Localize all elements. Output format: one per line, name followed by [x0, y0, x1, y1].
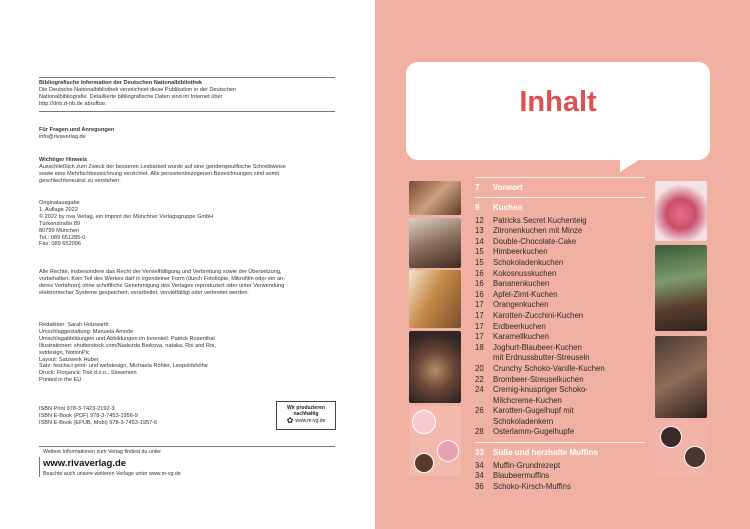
- photo-plate: [437, 440, 459, 462]
- edition-line: Fax: 089 652096: [39, 241, 81, 248]
- photo-plate: [412, 410, 436, 434]
- divider: [475, 177, 645, 178]
- toc-page-number: [475, 396, 493, 407]
- toc-page-number: 33: [475, 447, 484, 457]
- credit-line: Illustrationen: shutterstock.com/Nadezda Barkova, nataka, Roi and Roi,: [39, 342, 216, 349]
- toc-item[interactable]: [475, 247, 645, 258]
- toc-item[interactable]: [475, 269, 645, 280]
- isbn-line: ISBN E-Book (EPUB, Mobi) 978-3-7453-1957-6: [39, 419, 158, 426]
- toc-page-number: 15: [475, 247, 484, 257]
- photo-cake: [409, 181, 461, 215]
- toc-item-label: Blaubeermuffins: [493, 471, 550, 481]
- divider: [39, 111, 335, 112]
- divider: [475, 442, 645, 443]
- photo-plate: [684, 446, 706, 468]
- credit-line: Redaktion: Sarah Holzwarth: [39, 322, 109, 328]
- credit-line: Umschlagabbildungen und Abbildungen im Innenteil: Patrick Rosenthal: [39, 335, 215, 342]
- photo-cake: [409, 270, 461, 328]
- toc-item-label: Bananenkuchen: [493, 279, 550, 289]
- rights-line: vorbehalten. Kein Teil des Werkes darf in irgendeiner Form (durch Fotokopie, Mikrofilm oder ein an-: [39, 275, 286, 282]
- credit-line: Druck: Florjancic Tisk d.o.o., Slowenien: [39, 370, 137, 377]
- toc-item[interactable]: [475, 279, 645, 290]
- credit-line: Satz: fescha:t print- und webdesign, Michaela Röhler, Leopoldshöhe: [39, 363, 208, 370]
- toc-item-label: Brombeer-Streuselkuchen: [493, 374, 584, 384]
- toc-item[interactable]: [475, 461, 645, 472]
- edition-block: [39, 200, 213, 248]
- toc-item-label: Milchcreme-Kuchen: [493, 395, 562, 405]
- isbn-line: ISBN E-Book (PDF) 978-3-7453-1956-9: [39, 412, 138, 419]
- photo-plate: [660, 426, 682, 448]
- toc-item[interactable]: [475, 322, 645, 333]
- toc-item[interactable]: [475, 300, 645, 311]
- credit-line: Umschlaggestaltung: Manuela Amode: [39, 328, 134, 335]
- sustainability-badge: [276, 401, 336, 430]
- toc-item[interactable]: [475, 375, 645, 386]
- toc-item[interactable]: [475, 482, 645, 493]
- notice-heading: Wichtiger Hinweis: [39, 157, 88, 163]
- leaf-icon: ✿: [286, 416, 294, 425]
- toc-section[interactable]: [475, 444, 645, 461]
- credit-line: Printed in the EU: [39, 377, 82, 384]
- toc-page-number: 22: [475, 374, 484, 384]
- toc-item-label: Apfel-Zimt-Kuchen: [493, 289, 558, 299]
- toc-item[interactable]: [475, 427, 645, 438]
- notice-line: sowie eine Mehrfachbezeichnung verzichtet. Alle personenbezogenen Bezeichnungen sind somit: [39, 170, 280, 177]
- toc-page-number: 17: [475, 332, 484, 342]
- footer: [39, 446, 335, 478]
- badge-line: nachhaltig: [293, 411, 319, 417]
- toc-item[interactable]: [475, 396, 645, 407]
- rights-line: deres Verfahren) ohne schriftliche Genehmigung des Verlages reproduziert oder unter Verwendung: [39, 282, 285, 289]
- isbn-line: ISBN Print 978-3-7423-2192-3: [39, 406, 115, 412]
- toc-page-number: 16: [475, 268, 484, 278]
- footer-url[interactable]: www.rivaverlag.de: [43, 458, 127, 469]
- toc-item-label: mit Erdnussbutter-Streuseln: [493, 353, 590, 363]
- biblio-heading: Bibliografische Information der Deutschen Nationalbibliothek: [39, 80, 203, 86]
- toc-item[interactable]: [475, 311, 645, 322]
- credit-line: Layout: Satzwerk Huber: [39, 356, 99, 363]
- isbn-block: [39, 406, 157, 427]
- toc-item[interactable]: [475, 216, 645, 227]
- toc-item-label: Patricks Secret Kuchenteig: [493, 215, 587, 225]
- toc-page-number: 24: [475, 385, 484, 395]
- toc-page-number: 28: [475, 427, 484, 437]
- edition-line: © 2022 by riva Verlag, ein Imprint der Münchner Verlagsgruppe GmbH: [39, 213, 214, 220]
- footer-more: Beachte auch unsere weiteren Verlage unter www.m-vg.de: [43, 471, 181, 477]
- table-of-contents: [475, 176, 645, 493]
- edition-line: 80799 München: [39, 227, 80, 234]
- toc-item[interactable]: [475, 332, 645, 343]
- toc-item[interactable]: [475, 417, 645, 428]
- edition-line: Originalausgabe: [39, 200, 80, 206]
- divider: [475, 197, 645, 198]
- notice-line: geschlechtsneutral zu verstehen.: [39, 177, 121, 184]
- badge-line: Wir produzieren: [286, 405, 325, 411]
- questions-block: [39, 127, 114, 141]
- toc-page-number: [475, 353, 493, 364]
- photo-cake: [655, 245, 707, 331]
- toc-item-label: Crunchy Schoko-Vanille-Kuchen: [493, 363, 605, 373]
- biblio-block: [39, 80, 335, 108]
- toc-item[interactable]: [475, 406, 645, 417]
- toc-item-label: Schokoladenkuchen: [493, 257, 564, 267]
- toc-item[interactable]: [475, 353, 645, 364]
- toc-items-cakes: [475, 216, 645, 438]
- toc-item-label: Karotten-Gugelhupf mit: [493, 406, 574, 416]
- toc-item-label: Kokosnusskuchen: [493, 268, 557, 278]
- notice-block: [39, 157, 339, 185]
- page-title: Inhalt: [519, 86, 597, 118]
- toc-item-label: Cremig-knuspriger Schoko-: [493, 385, 588, 395]
- toc-section[interactable]: [475, 179, 645, 196]
- toc-items-muffins: [475, 461, 645, 493]
- toc-item-label: Karamellkuchen: [493, 332, 549, 342]
- toc-page-number: 36: [475, 482, 484, 492]
- toc-page-number: 7: [475, 182, 480, 192]
- toc-item-label: Zitronenkuchen mit Minze: [493, 226, 583, 236]
- toc-page-number: 20: [475, 363, 484, 373]
- notice-line: Ausschließlich zum Zweck der besseren Lesbarkeit wurde auf eine genderspezifische Schreibweise: [39, 163, 286, 170]
- toc-page-number: 17: [475, 321, 484, 331]
- questions-email[interactable]: info@rivaverlag.de: [39, 133, 86, 140]
- toc-item[interactable]: [475, 364, 645, 375]
- toc-item[interactable]: [475, 471, 645, 482]
- edition-line: 1. Auflage 2022: [39, 206, 78, 213]
- biblio-line: Nationalbibliografie. Detaillierte bibliografische Daten sind im Internet über: [39, 93, 223, 100]
- questions-heading: Für Fragen und Anregungen: [39, 127, 115, 133]
- toc-page-number: [475, 417, 493, 428]
- toc-item-label: Schokoladenkern: [493, 416, 554, 426]
- rights-line: Alle Rechte, insbesondere das Recht der Vervielfältigung und Verbreitung sowie der Übersetzung,: [39, 269, 282, 275]
- toc-item-label: Erdbeerkuchen: [493, 321, 546, 331]
- badge-line: www.m-vg.de: [295, 418, 326, 424]
- edition-line: Tel.: 089 651285-0: [39, 234, 86, 241]
- toc-item-label: Joghurt-Blaubeer-Kuchen: [493, 342, 582, 352]
- toc-section-label: Kuchen: [493, 202, 523, 212]
- toc-page-number: 34: [475, 460, 484, 470]
- divider: [39, 77, 335, 78]
- biblio-line: http://dnb.d-nb.de abrufbar.: [39, 100, 107, 107]
- toc-page-number: 9: [475, 202, 480, 212]
- toc-item-label: Double-Chocolate-Cake: [493, 236, 577, 246]
- toc-item[interactable]: [475, 237, 645, 248]
- toc-page-number: 17: [475, 310, 484, 320]
- credits-block: [39, 322, 216, 384]
- toc-section-label: Süße und herzhafte Muffins: [493, 447, 598, 457]
- toc-section-label: Vorwort: [493, 182, 523, 192]
- toc-item[interactable]: [475, 385, 645, 396]
- divider: [39, 457, 40, 477]
- toc-item[interactable]: [475, 290, 645, 301]
- photo-cake: [409, 331, 461, 403]
- toc-item-label: Schoko-Kirsch-Muffins: [493, 482, 571, 492]
- edition-line: Türkenstraße 89: [39, 220, 81, 227]
- toc-item-label: Muffin-Grundrezept: [493, 460, 561, 470]
- toc-page-number: 12: [475, 215, 484, 225]
- photo-cake: [655, 181, 707, 241]
- toc-page-number: 15: [475, 257, 484, 267]
- toc-section[interactable]: [475, 199, 645, 216]
- toc-item[interactable]: [475, 343, 645, 354]
- toc-item-label: Orangenkuchen: [493, 300, 549, 310]
- biblio-line: Die Deutsche Nationalbibliothek verzeichnet diese Publikation in der Deutschen: [39, 86, 237, 93]
- rights-block: [39, 269, 339, 297]
- toc-page-number: 34: [475, 471, 484, 481]
- toc-item-label: Karotten-Zucchini-Kuchen: [493, 310, 584, 320]
- toc-item[interactable]: [475, 226, 645, 237]
- toc-page-number: 16: [475, 279, 484, 289]
- toc-page-number: 14: [475, 236, 484, 246]
- toc-item-label: Himbeerkuchen: [493, 247, 548, 257]
- rights-line: elektronischer Systeme gespeichert, verarbeitet, vervielfältigt oder verbreitet werden.: [39, 289, 249, 296]
- toc-page-number: 13: [475, 226, 484, 236]
- speech-bubble-tail: [620, 158, 642, 172]
- toc-page-number: 16: [475, 289, 484, 299]
- toc-page-number: 26: [475, 406, 484, 416]
- toc-page-number: 18: [475, 342, 484, 352]
- toc-page-number: 17: [475, 300, 484, 310]
- photo-plate: [414, 453, 434, 473]
- credit-line: svtdesign, NotionPic: [39, 349, 90, 356]
- toc-item-label: Osterlamm-Gugelhupfe: [493, 427, 575, 437]
- footer-intro: Weitere Informationen zum Verlag findest du unter: [43, 449, 161, 455]
- photo-cake: [655, 336, 707, 418]
- toc-item[interactable]: [475, 258, 645, 269]
- photo-cake: [409, 218, 461, 268]
